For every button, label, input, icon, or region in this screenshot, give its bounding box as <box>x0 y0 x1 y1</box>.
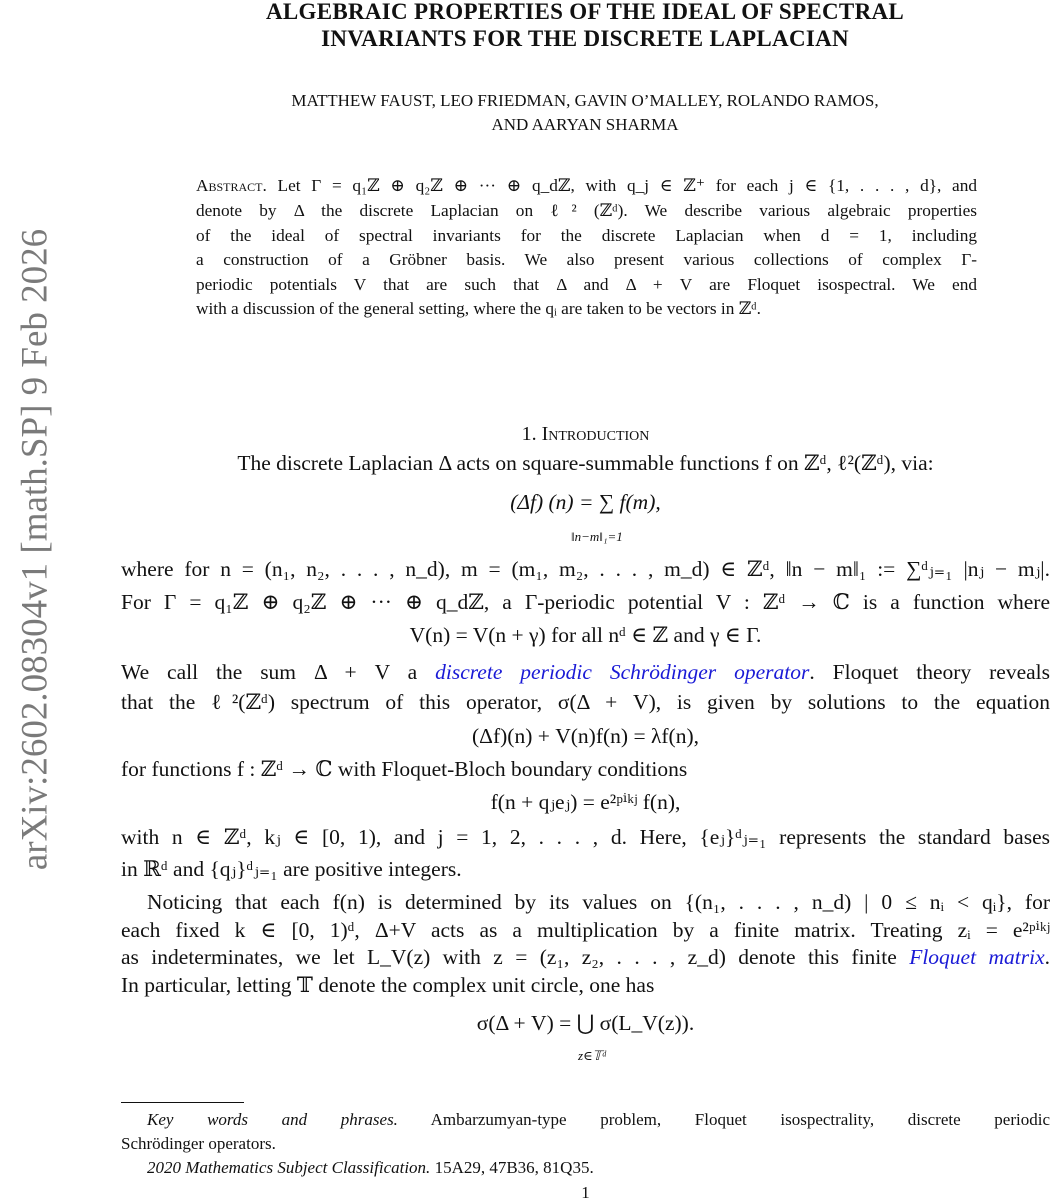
abstract-line: with a discussion of the general setting, where the qᵢ are taken to be vectors in ℤᵈ. <box>196 299 762 318</box>
text: as indeterminates, we let L_V(z) with z = (z₁, z₂, . . . , z_d) denote this finite <box>121 945 910 969</box>
abstract-line: denote by Δ the discrete Laplacian on ℓ² (ℤᵈ). We describe various algebraic properties <box>196 201 977 220</box>
equation-subscript: ‖n−m‖₁=1 <box>571 529 623 544</box>
equation-spectrum: σ(Δ + V) = ⋃ σ(L_V(z)). <box>476 1011 695 1035</box>
body-line: that the ℓ²(ℤᵈ) spectrum of this operator, σ(Δ + V), is given by solutions to the equation <box>121 690 1050 714</box>
abstract-line: a construction of a Gröbner basis. We also present various collections of complex Γ- <box>196 250 977 269</box>
body-line: with n ∈ ℤᵈ, kⱼ ∈ [0, 1), and j = 1, 2, . . . , d. Here, {eⱼ}ᵈⱼ₌₁ represents the standard bases <box>121 825 1050 849</box>
footnote-text: Ambarzumyan-type problem, Floquet isospectrality, discrete periodic <box>397 1110 1050 1129</box>
footnote-rule <box>121 1102 244 1103</box>
abstract-line <box>196 177 977 194</box>
footnote-text: 15A29, 47B36, 81Q35. <box>430 1158 594 1177</box>
section-number: 1. <box>521 423 537 445</box>
body-line: For Γ = q₁ℤ ⊕ q₂ℤ ⊕ ··· ⊕ q_dℤ, a Γ-periodic potential V : ℤᵈ → ℂ is a function where <box>121 590 1050 614</box>
body-line: Noticing that each f(n) is determined by its values on {(n₁, . . . , n_d) | 0 ≤ nᵢ < qᵢ}, for <box>147 890 1050 914</box>
body-line <box>121 947 1050 969</box>
equation-subscript: z∈𝕋ᵈ <box>578 1048 606 1063</box>
equation-laplacian: (Δf) (n) = ∑ f(m), <box>510 490 661 514</box>
body-line: In particular, letting 𝕋 denote the complex unit circle, one has <box>121 973 655 997</box>
equation-eigen: (Δf)(n) + V(n)f(n) = λf(n), <box>472 724 699 748</box>
body-line: The discrete Laplacian Δ acts on square-summable functions f on ℤᵈ, ℓ²(ℤᵈ), via: <box>237 451 934 475</box>
footnote-label: Key words and phrases. <box>147 1110 398 1129</box>
body-line: each fixed k ∈ [0, 1)ᵈ, Δ+V acts as a multiplication by a finite matrix. Treating zᵢ = e²ᵖⁱᵏʲ <box>121 918 1050 942</box>
authors-line-2: AND AARYAN SHARMA <box>491 115 679 134</box>
arxiv-stamp: arXiv:2602.08304v1 [math.SP] 9 Feb 2026 <box>14 228 56 871</box>
paper-title-line-1: ALGEBRAIC PROPERTIES OF THE IDEAL OF SPECTRAL <box>265 0 905 24</box>
abstract-line: periodic potentials V that are such that Δ and Δ + V are Floquet isospectral. We end <box>196 275 977 294</box>
body-line: in ℝᵈ and {qⱼ}ᵈⱼ₌₁ are positive integers. <box>121 857 462 881</box>
text: . Floquet theory reveals <box>809 660 1050 684</box>
text: We call the sum Δ + V a <box>121 660 436 684</box>
paper-title-line-2: INVARIANTS FOR THE DISCRETE LAPLACIAN <box>321 26 849 51</box>
footnote-keywords <box>147 1111 1050 1128</box>
section-title: Introduction <box>541 423 650 445</box>
equation-bloch: f(n + qⱼeⱼ) = e²ᵖⁱᵏʲ f(n), <box>490 790 681 814</box>
footnote-label: 2020 Mathematics Subject Classification. <box>147 1158 431 1177</box>
section-heading <box>121 424 1050 444</box>
body-line: for functions f : ℤᵈ → ℂ with Floquet-Bloch boundary conditions <box>121 757 688 781</box>
authors-line-1: MATTHEW FAUST, LEO FRIEDMAN, GAVIN O’MALLEY, ROLANDO RAMOS, <box>291 91 879 110</box>
link-discrete-periodic-schrodinger[interactable]: discrete periodic Schrödinger operator <box>435 660 810 684</box>
abstract-line: of the ideal of spectral invariants for the discrete Laplacian when d = 1, including <box>196 226 977 245</box>
abstract-label: Abstract. <box>196 176 267 195</box>
footnote-msc <box>147 1159 1050 1176</box>
body-line <box>121 662 1050 684</box>
footnote-keywords-cont: Schrödinger operators. <box>121 1134 276 1153</box>
text: . <box>1044 945 1050 969</box>
abstract-text: Let Γ = q₁ℤ ⊕ q₂ℤ ⊕ ··· ⊕ q_dℤ, with q_j ∈ ℤ⁺ for each j ∈ {1, . . . , d}, and <box>277 176 977 195</box>
page-number: 1 <box>581 1183 590 1202</box>
equation-periodic: V(n) = V(n + γ) for all nᵈ ∈ ℤ and γ ∈ Γ. <box>409 623 762 647</box>
body-line: where for n = (n₁, n₂, . . . , n_d), m = (m₁, m₂, . . . , m_d) ∈ ℤᵈ, ‖n − m‖₁ := ∑ᵈⱼ₌₁ |nⱼ − mⱼ|. <box>121 557 1050 581</box>
link-floquet-matrix[interactable]: Floquet matrix <box>909 945 1045 969</box>
